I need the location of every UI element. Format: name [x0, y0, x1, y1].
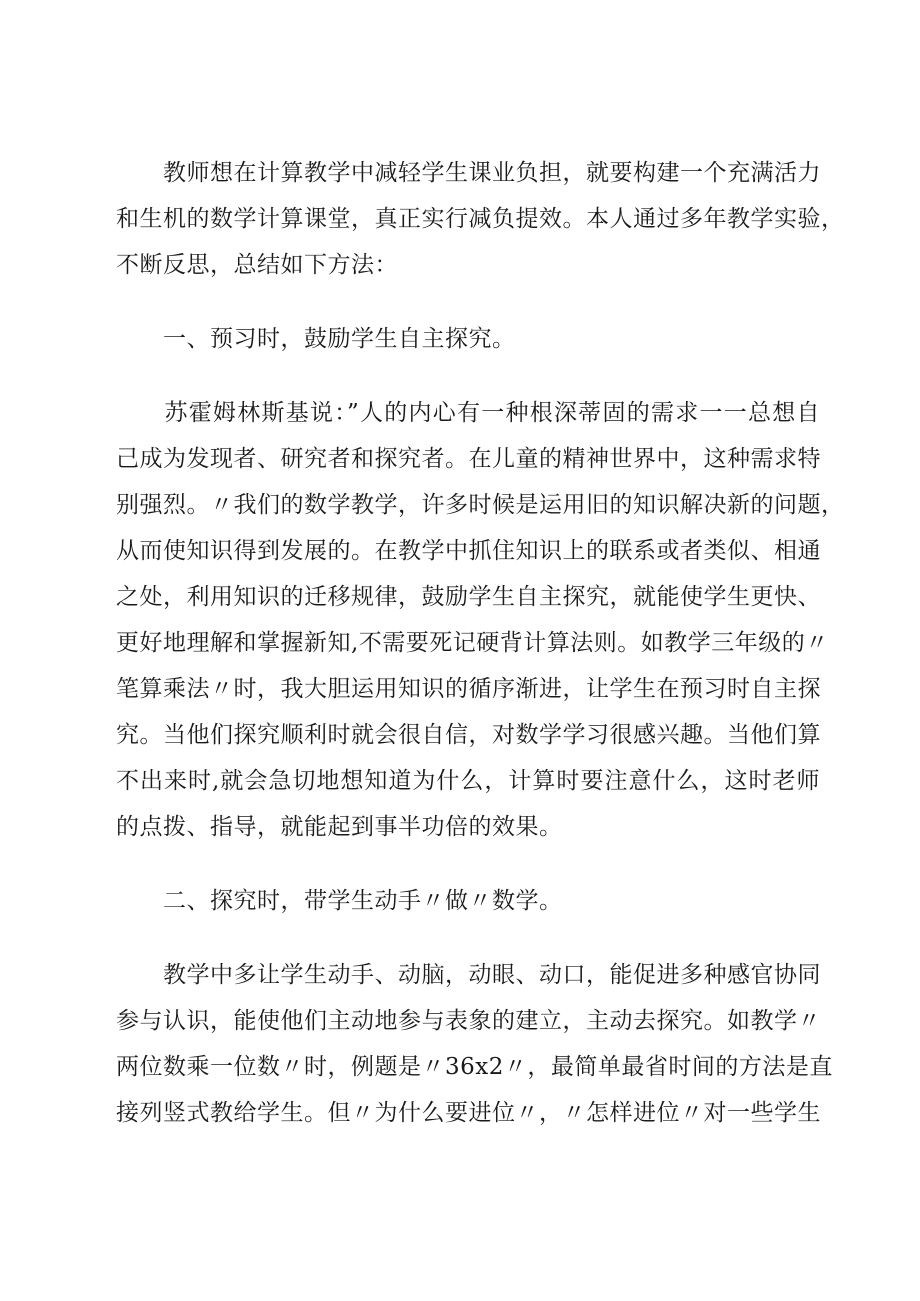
- paragraph-2-line-9: 不出来时,就会急切地想知道为什么，计算时要注意什么，这时老师: [116, 768, 820, 794]
- paragraph-2-line-7: 笔算乘法〃时，我大胆运用知识的循序渐进，让学生在预习时自主探: [116, 676, 821, 702]
- section-heading-1: 一、预习时，鼓励学生自主探究。: [116, 326, 516, 352]
- section-heading-2: 二、探究时，带学生动手〃做〃数学。: [116, 888, 563, 914]
- paragraph-2-line-6: 更好地理解和掌握新知,不需要死记硬背计算法则。如教学三年级的〃: [116, 630, 829, 656]
- paragraph-3-line-1: 教学中多让学生动手、动脑，动眼、动口，能促进多种感官协同: [116, 962, 821, 988]
- paragraph-1-line-1: 教师想在计算教学中减轻学生课业负担，就要构建一个充满活力: [116, 160, 821, 186]
- paragraph-3-line-3: 两位数乘一位数〃时，例题是〃36x2〃，最简单最省时间的方法是直: [116, 1054, 833, 1080]
- paragraph-2-line-4: 从而使知识得到发展的。在教学中抓住知识上的联系或者类似、相通: [116, 538, 821, 564]
- paragraph-2-line-2: 己成为发现者、研究者和探究者。在儿童的精神世界中，这种需求特: [116, 446, 821, 472]
- paragraph-1-line-3: 不断反思，总结如下方法：: [116, 252, 398, 278]
- paragraph-3-line-4: 接列竖式教给学生。但〃为什么要进位〃，〃怎样进位〃对一些学生: [116, 1100, 821, 1126]
- paragraph-2-line-8: 究。当他们探究顺利时就会很自信，对数学学习很感兴趣。当他们算: [116, 722, 821, 748]
- paragraph-2-line-5: 之处，利用知识的迁移规律，鼓励学生自主探究，就能使学生更快、: [116, 584, 821, 610]
- paragraph-2-line-1: 苏霍姆林斯基说：”人的内心有一种根深蒂固的需求一一总想自: [116, 400, 820, 426]
- paragraph-1-line-2: 和生机的数学计算课堂，真正实行减负提效。本人通过多年教学实验，: [116, 206, 845, 232]
- paragraph-3-line-2: 参与认识，能使他们主动地参与表象的建立，主动去探究。如教学〃: [116, 1008, 821, 1034]
- paragraph-2-line-10: 的点拨、指导，就能起到事半功倍的效果。: [116, 814, 563, 840]
- paragraph-2-line-3: 别强烈。〃我们的数学教学，许多时候是运用旧的知识解决新的问题，: [116, 492, 845, 518]
